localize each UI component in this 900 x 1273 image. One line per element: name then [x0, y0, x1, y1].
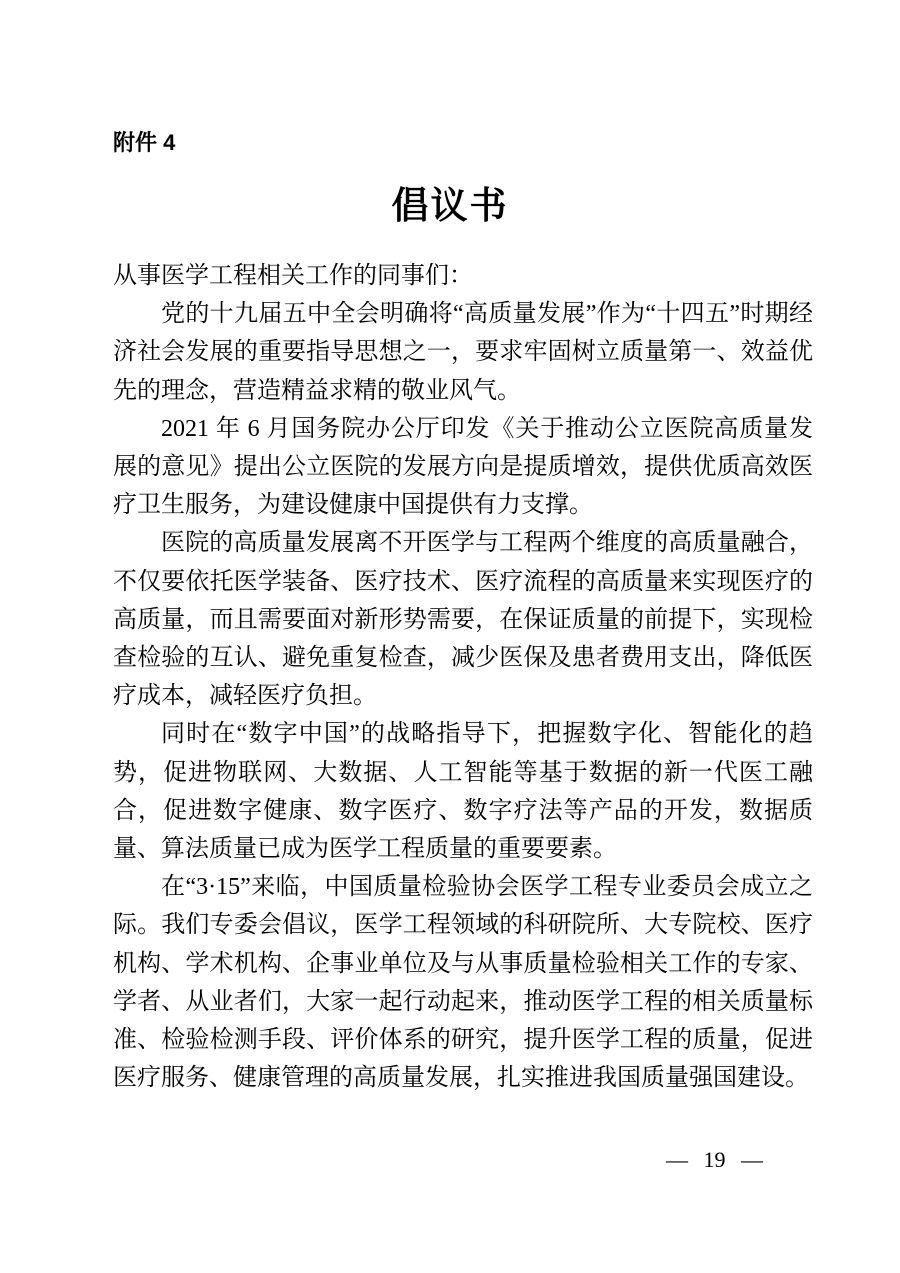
document-body [113, 257, 813, 1097]
page-number: — 19 — [666, 1147, 763, 1172]
body-paragraph: 同时在“数字中国”的战略指导下，把握数字化、智能化的趋势，促进物联网、大数据、人工智能等基于数据的新一代医工融合，促进数字健康、数字医疗、数字疗法等产品的开发，数据质量、算法质量已成为医学工程质量的重要要素。 [113, 721, 813, 863]
body-paragraph: 党的十九届五中全会明确将“高质量发展”作为“十四五”时期经济社会发展的重要指导思想之一，要求牢固树立质量第一、效益优先的理念，营造精益求精的敬业风气。 [113, 301, 813, 404]
salutation-line: 从事医学工程相关工作的同事们： [113, 263, 473, 289]
document-title: 倡议书 [391, 185, 509, 227]
body-paragraph: 在“3·15”来临，中国质量检验协会医学工程专业委员会成立之际。我们专委会倡议，医学工程领域的科研院所、大专院校、医疗机构、学术机构、企事业单位及与从事质量检验相关工作的专家、学者、从业者们，大家一起行动起来，推动医学工程的相关质量标准、检验检测手段、评价体系的研究，提升医学工程的质量，促进医疗服务、健康管理的高质量发展，扎实推进我国质量强国建设。 [113, 874, 813, 1092]
body-paragraph: 2021 年 6 月国务院办公厅印发《关于推动公立医院高质量发展的意见》提出公立医院的发展方向是提质增效，提供优质高效医疗卫生服务，为建设健康中国提供有力支撑。 [113, 415, 813, 519]
body-paragraph: 医院的高质量发展离不开医学与工程两个维度的高质量融合，不仅要依托医学装备、医疗技术、医疗流程的高质量来实现医疗的高质量，而且需要面对新形势需要，在保证质量的前提下，实现检查检验的互认、避免重复检查，减少医保及患者费用支出，降低医疗成本，减轻医疗负担。 [113, 530, 813, 710]
attachment-label: 附件 4 [113, 130, 176, 155]
